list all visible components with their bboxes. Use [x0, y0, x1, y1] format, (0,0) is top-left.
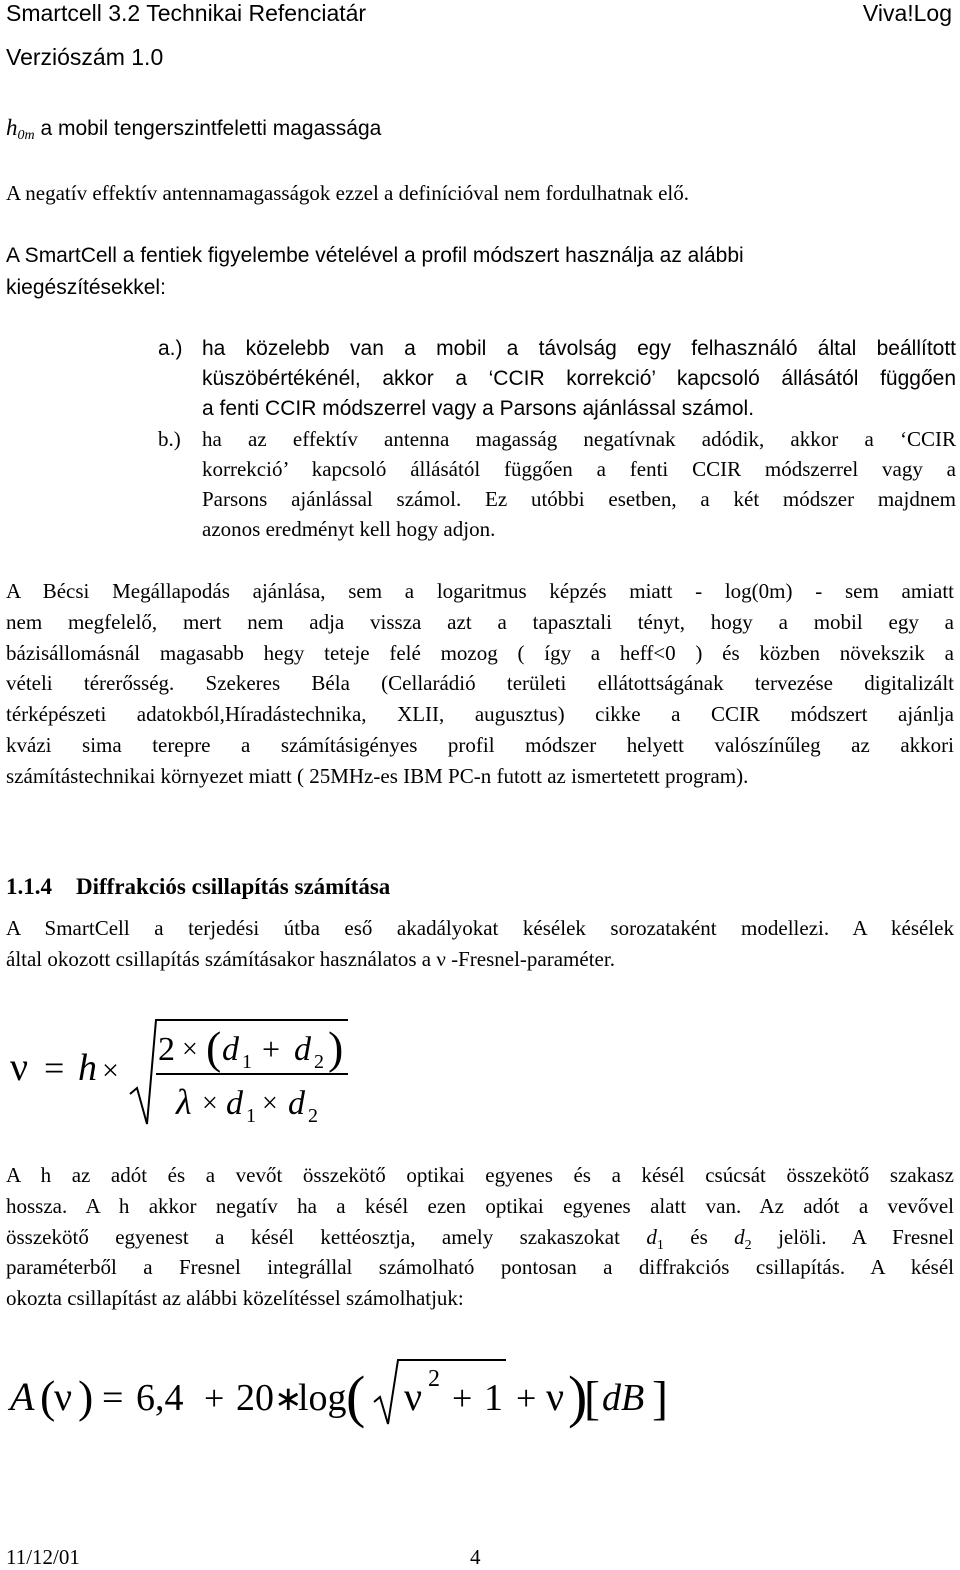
formula-sub-1: 1	[246, 1105, 256, 1127]
list-b-line: azonos eredményt kell hogy adjon.	[202, 517, 496, 541]
document-title: Smartcell 3.2 Technikai Refenciatár	[6, 0, 367, 26]
paragraph-line: A h az adót és a vevőt összekötő optikai egyenes és a késél csúcsát összekötő szakasz	[6, 1163, 954, 1187]
text-fragment: jelöli. A Fresnel	[751, 1224, 955, 1249]
text-fragment: és	[663, 1224, 735, 1249]
list-b-line: ha az effektív antenna magasság negatívnak adódik, akkor a ‘CCIR	[202, 427, 956, 451]
list-marker-b: b.)	[158, 427, 181, 451]
symbol-d2: d	[734, 1224, 745, 1249]
text-fragment: összekötő egyenest a késél kettéosztja, amely szakaszokat	[6, 1224, 647, 1249]
formula-times: ×	[182, 1034, 198, 1065]
close-bracket: ]	[652, 1372, 668, 1425]
formula-two: 2	[158, 1031, 175, 1068]
attenuation-formula	[6, 1350, 706, 1440]
page-number: 4	[470, 1545, 481, 1569]
modellezi-paragraph	[6, 913, 954, 975]
formula-unit-db: dB	[602, 1377, 645, 1419]
list-marker-a: a.)	[158, 337, 183, 360]
open-paren: (	[206, 1022, 222, 1073]
formula-times: ×	[202, 1088, 218, 1119]
symbol-d1: d	[646, 1224, 657, 1249]
formula-constant-6-4: 6,4	[136, 1377, 184, 1419]
formula-equals: =	[102, 1377, 124, 1419]
paragraph-line: térképészeti adatokból,Híradástechnika, XLII, augusztus) cikke a CCIR módszert ajánlja	[6, 702, 954, 727]
formula-exponent-2: 2	[428, 1366, 440, 1392]
open-paren: (	[40, 1371, 56, 1422]
formula-A: A	[10, 1374, 35, 1419]
formula-sub-1: 1	[242, 1051, 252, 1073]
list-a-line: ha közelebb van a mobil a távolság egy felhasználó által beállított	[202, 337, 956, 360]
formula-times: ×	[102, 1054, 119, 1087]
subscript-2: 2	[744, 1237, 752, 1253]
formula-sub-2: 2	[308, 1105, 318, 1127]
formula-times: ×	[262, 1088, 278, 1119]
formula-plus: +	[516, 1378, 537, 1418]
paragraph-line: nem megfelelő, mert nem adja vissza azt a tapasztali tényt, hogy a mobil egy a	[6, 609, 954, 634]
formula-d1: d	[226, 1085, 243, 1122]
paragraph-line: bázisállomásnál magasabb hegy teteje felé mozog ( így a heff<0 ) és közben növekszik a	[6, 640, 954, 665]
paragraph-line: paraméterből a Fresnel integrállal számolható pontosan a diffrakciós csillapítás. A késél	[6, 1255, 954, 1280]
paragraph-line: hossza. A h akkor negatív ha a késél ezen optikai egyenes alatt van. Az adót a vevővel	[6, 1193, 954, 1218]
section-number: 1.1.4	[6, 874, 52, 899]
h0m-definition	[6, 112, 381, 152]
list-b-line: Parsons ajánlással számol. Ez utóbbi esetben, a két módszer majdnem	[202, 487, 956, 511]
list-item-a	[160, 334, 956, 424]
subscript-1: 1	[656, 1237, 664, 1253]
symbol-h: h	[6, 115, 18, 140]
brand-name: Viva!Log	[862, 0, 952, 26]
definition-text: a mobil tengerszintfeletti magassága	[34, 117, 382, 140]
paragraph-line: A Bécsi Megállapodás ajánlása, sem a logaritmus képzés miatt - log(0m) - sem amiatt	[6, 579, 954, 603]
formula-sub-2: 2	[314, 1051, 324, 1073]
hossza-paragraph	[6, 1160, 954, 1314]
formula-one: 1	[484, 1377, 503, 1419]
paragraph-line: okozta csillapítást az alábbi közelítéssel számolhatjuk:	[6, 1286, 464, 1311]
paragraph-line: számítástechnikai környezet miatt ( 25MHz-es IBM PC-n futott az ismertetett program).	[6, 763, 749, 788]
fresnel-parameter-formula	[6, 1008, 426, 1128]
close-paren: )	[328, 1022, 344, 1073]
paragraph-line: A SmartCell a terjedési útba eső akadályokat késélek sorozataként modellezi. A késélek	[6, 916, 954, 940]
smartcell-intro: A SmartCell a fentiek figyelembe vételével a profil módszert használja az alábbi kiegészítésekkel:	[6, 244, 744, 299]
formula-d1: d	[222, 1031, 239, 1068]
paragraph-line-with-symbols	[6, 1222, 954, 1253]
section-heading	[6, 874, 390, 900]
formula-plus: +	[452, 1378, 473, 1418]
formula-plus: +	[262, 1031, 281, 1067]
open-bracket: [	[584, 1372, 600, 1425]
version-label: Verziószám 1.0	[6, 44, 164, 70]
formula-nu: ν	[404, 1374, 423, 1419]
formula-h: h	[78, 1047, 97, 1089]
close-paren-large: )	[568, 1364, 588, 1429]
formula-nu: ν	[54, 1374, 73, 1419]
list-item-b	[160, 424, 956, 544]
open-paren-large: (	[346, 1364, 366, 1429]
paragraph-line: által okozott csillapítás számításakor használatos a ν -Fresnel-paraméter.	[6, 946, 615, 971]
list-b-line: korrekció’ kapcsoló állásától függően a fenti CCIR módszerrel vagy a	[202, 457, 956, 481]
formula-d2: d	[288, 1085, 305, 1122]
footer-date: 11/12/01	[6, 1545, 80, 1569]
formula-log: log	[298, 1377, 347, 1419]
formula-lambda: λ	[176, 1082, 192, 1122]
formula-nu-symbol: ν	[10, 1044, 29, 1089]
close-paren: )	[78, 1371, 94, 1422]
paragraph-line: vételi térerősség. Szekeres Béla (Cellarádió területi ellátottságának tervezése digitalizált	[6, 671, 954, 696]
becsi-paragraph	[6, 576, 954, 792]
list-a-line: a fenti CCIR módszerrel vagy a Parsons ajánlással számol.	[202, 397, 755, 420]
formula-star: ∗	[274, 1381, 303, 1418]
formula-nu: ν	[546, 1374, 565, 1419]
formula-constant-20: 20	[236, 1377, 274, 1419]
symbol-subscript: 0m	[17, 128, 35, 143]
list-a-line: küszöbértékénél, akkor a ‘CCIR korrekció’ kapcsoló állásától függően	[202, 367, 956, 390]
formula-plus: +	[204, 1378, 225, 1418]
section-title: Diffrakciós csillapítás számítása	[76, 874, 391, 899]
formula-equals: =	[44, 1048, 65, 1088]
negative-note: A negatív effektív antennamagasságok ezzel a definícióval nem fordulhatnak elő.	[6, 181, 690, 205]
formula-d2: d	[294, 1031, 311, 1068]
paragraph-line: kvázi sima terepre a számításigényes profil módszer helyett valószínűleg az akkori	[6, 732, 954, 757]
